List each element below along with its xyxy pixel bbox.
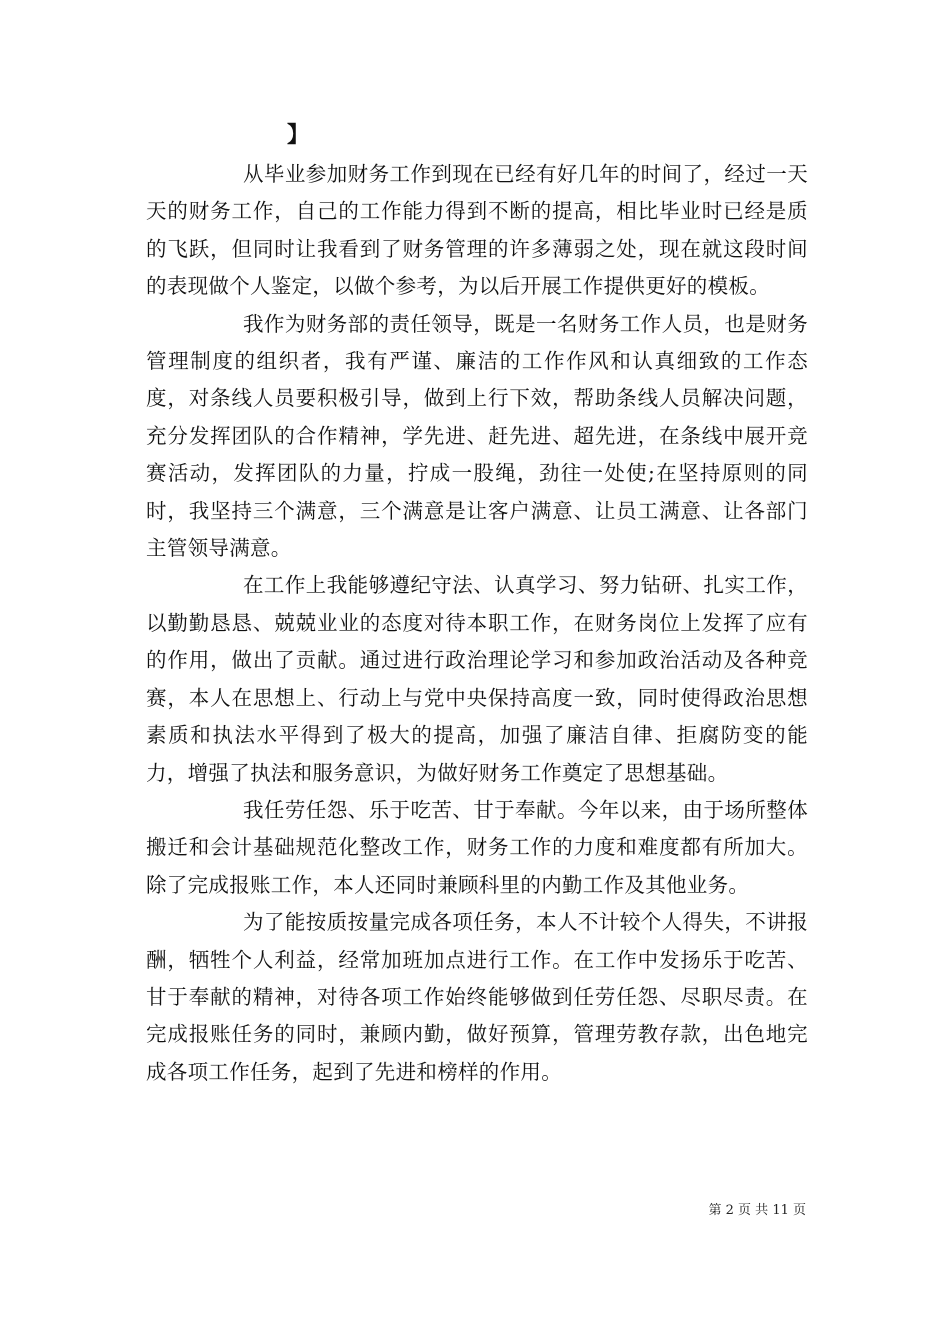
paragraph-5: 为了能按质按量完成各项任务，本人不计较个人得失，不讲报酬，牺牲个人利益，经常加班加点进行工作。在工作中发扬乐于吃苦、甘于奉献的精神，对待各项工作始终能够做到任劳任怨、尽职尽责。在完成报账任务的同时，兼顾内勤，做好预算，管理劳教存款，出色地完成各项工作任务，起到了先进和榜样的作用。: [146, 910, 808, 1084]
paragraph-2: 我作为财务部的责任领导，既是一名财务工作人员，也是财务管理制度的组织者，我有严谨、廉洁的工作作风和认真细致的工作态度，对条线人员要积极引导，做到上行下效，帮助条线人员解决问题，充分发挥团队的合作精神，学先进、赶先进、超先进，在条线中展开竞赛活动，发挥团队的力量，拧成一股绳，劲往一处使;在坚持原则的同时，我坚持三个满意，三个满意是让客户满意、让员工满意、让各部门主管领导满意。: [146, 311, 808, 561]
paragraph-1: 从毕业参加财务工作到现在已经有好几年的时间了，经过一天天的财务工作，自己的工作能力得到不断的提高，相比毕业时已经是质的飞跃，但同时让我看到了财务管理的许多薄弱之处，现在就这段时间的表现做个人鉴定，以做个参考，为以后开展工作提供更好的模板。: [146, 162, 808, 299]
bracket-mark: 】: [287, 122, 310, 148]
document-body: [146, 156, 808, 1091]
page-number-footer: 第 2 页 共 11 页: [708, 1203, 806, 1218]
paragraph-4: 我任劳任怨、乐于吃苦、甘于奉献。今年以来，由于场所整体搬迁和会计基础规范化整改工作，财务工作的力度和难度都有所加大。除了完成报账工作，本人还同时兼顾科里的内勤工作及其他业务。: [146, 797, 808, 897]
paragraph-3: 在工作上我能够遵纪守法、认真学习、努力钻研、扎实工作，以勤勤恳恳、兢兢业业的态度对待本职工作，在财务岗位上发挥了应有的作用，做出了贡献。通过进行政治理论学习和参加政治活动及各种竞赛，本人在思想上、行动上与党中央保持高度一致，同时使得政治思想素质和执法水平得到了极大的提高，加强了廉洁自律、拒腐防变的能力，增强了执法和服务意识，为做好财务工作奠定了思想基础。: [146, 573, 808, 785]
